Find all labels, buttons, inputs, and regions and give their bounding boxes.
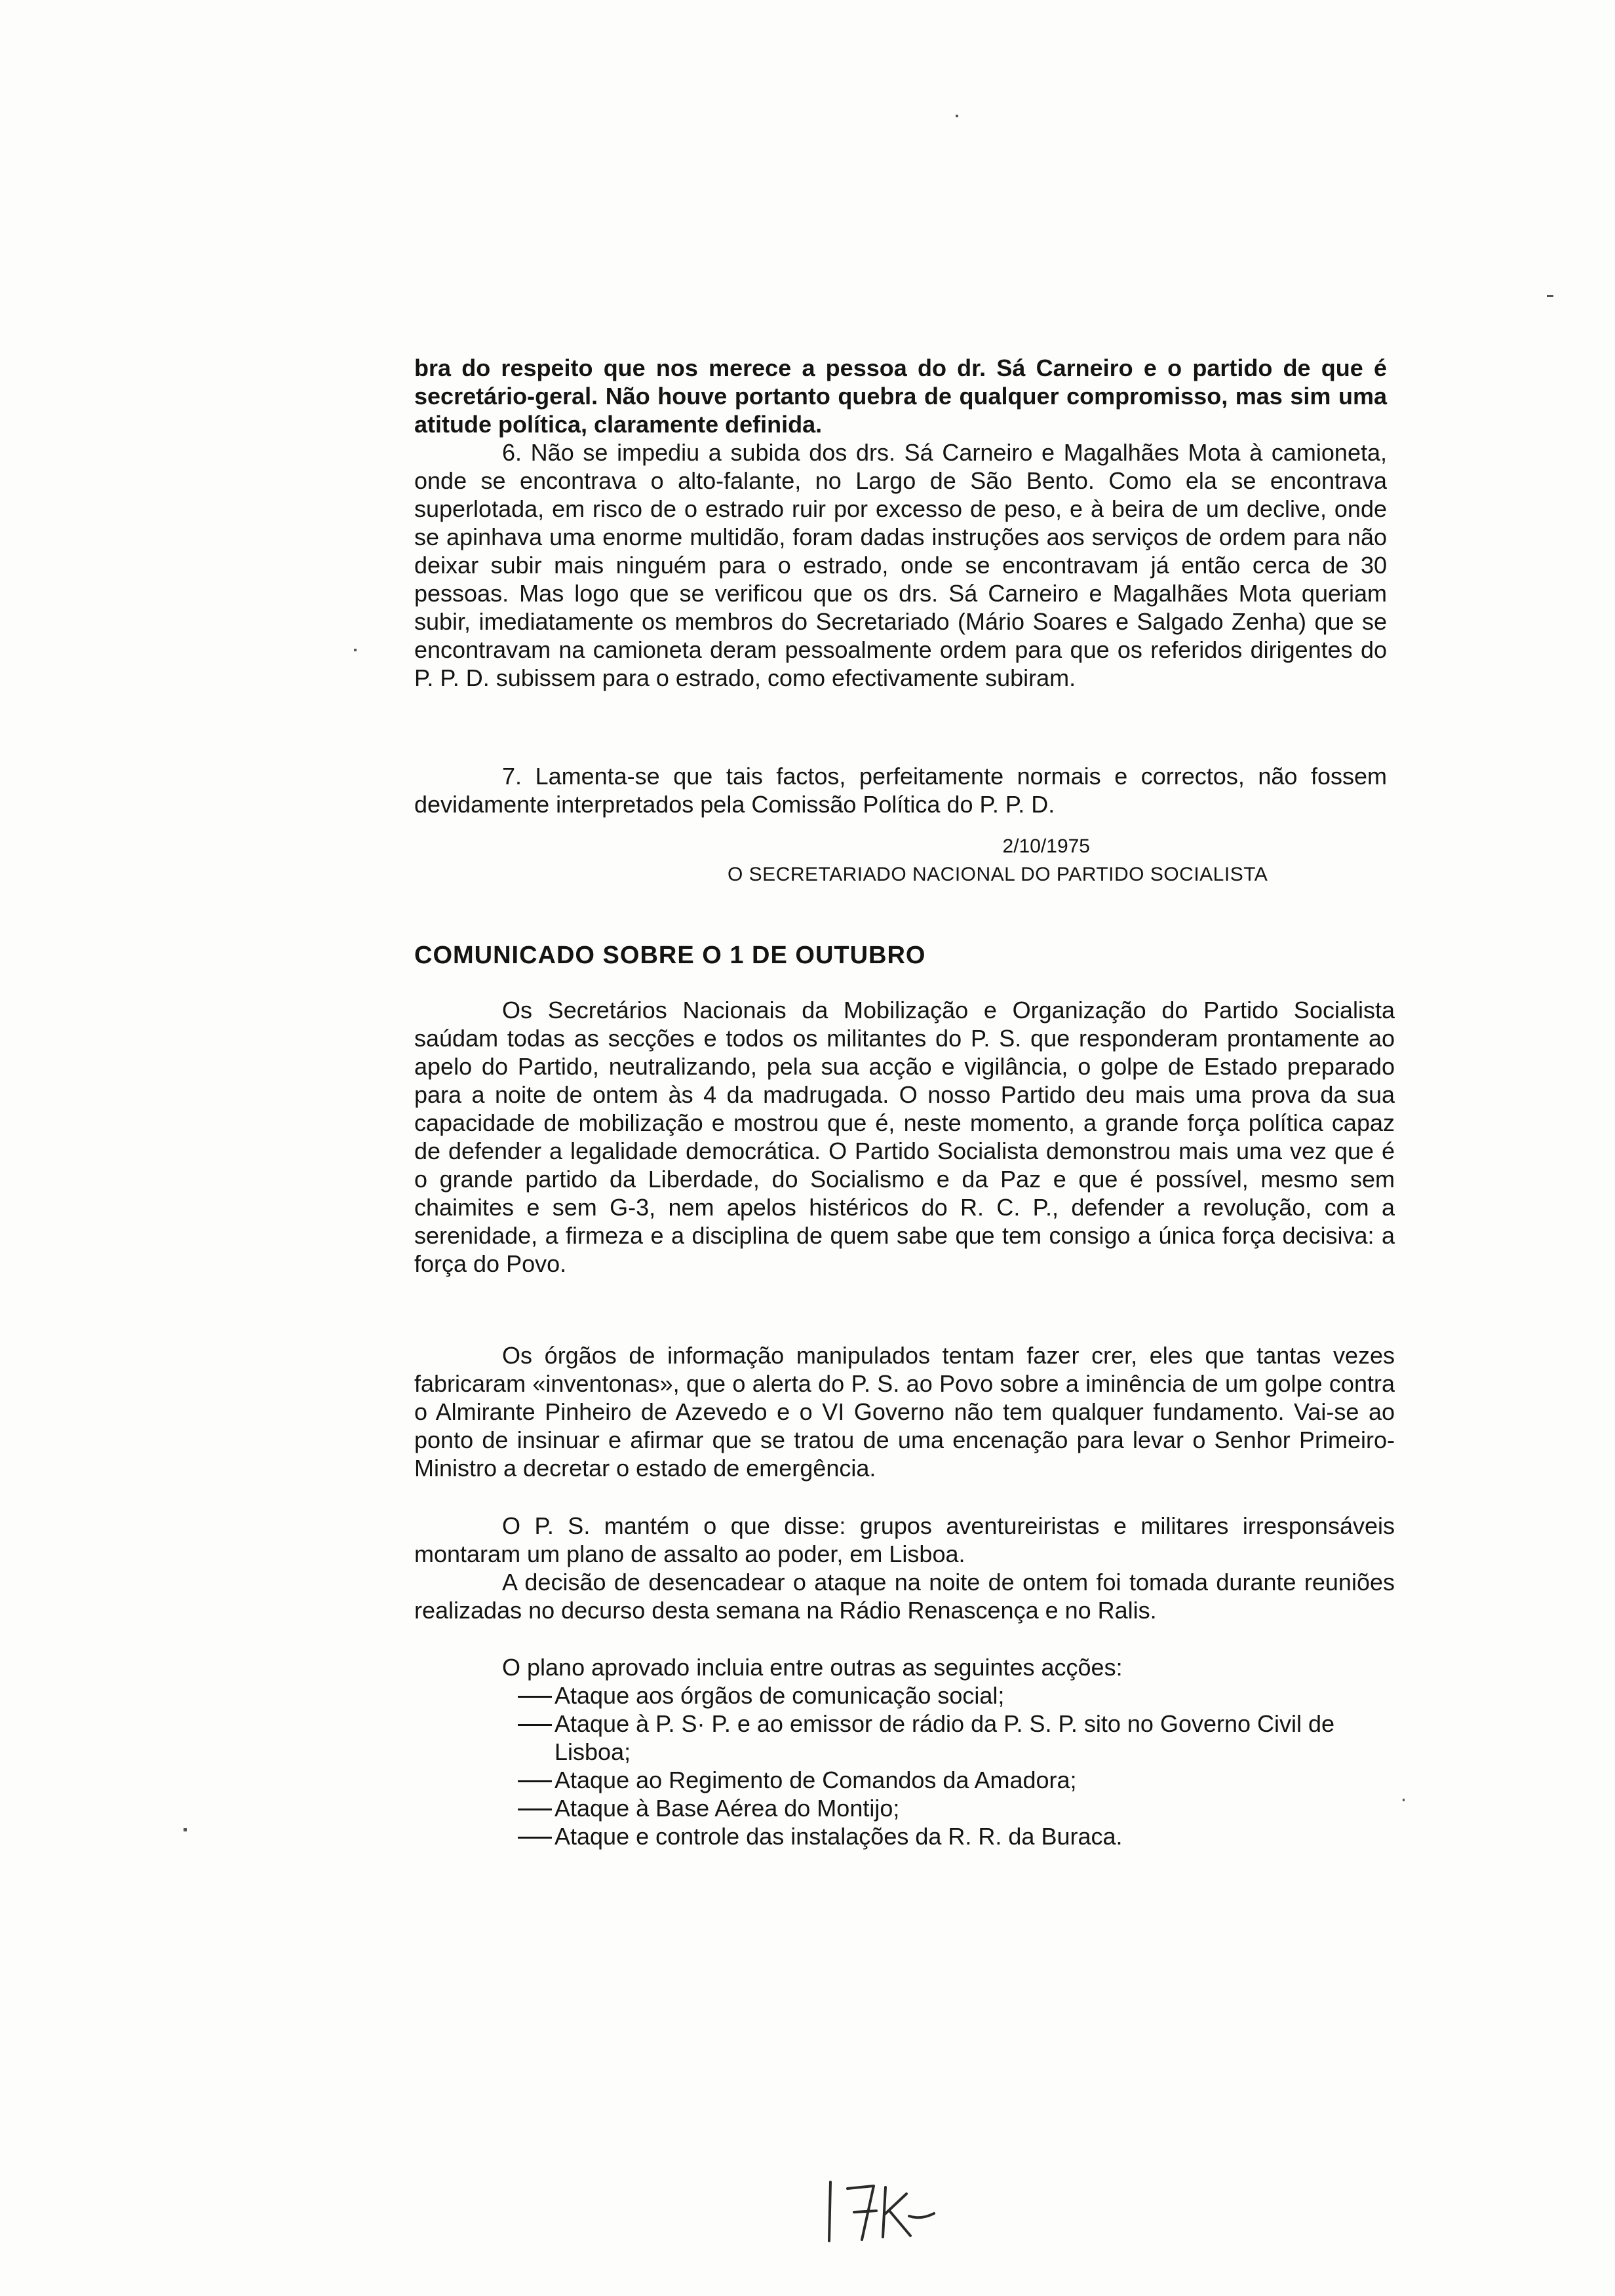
continuation-paragraph: bra do respeito que nos merece a pessoa do dr. Sá Carneiro e o partido de que é secretário-geral. Não houve portanto quebra de qualquer compromisso, mas sim uma atitude política, claramente definida. xyxy=(414,354,1387,438)
handwritten-page-number xyxy=(823,2174,973,2246)
item-7-paragraph: 7. Lamenta-se que tais factos, perfeitamente normais e correctos, não fossem devidamente interpretados pela Comissão Política do P. P. D. xyxy=(414,763,1387,818)
scan-speck xyxy=(1547,295,1553,297)
scan-speck xyxy=(956,115,958,117)
scan-speck xyxy=(184,1828,187,1831)
scan-speck xyxy=(1403,1799,1405,1801)
communique-paragraph-2: Os órgãos de informação manipulados tentam fazer crer, eles que tantas vezes fabricaram «inventonas», que o alerta do P. S. ao Povo sobre a iminência de um golpe contra o Almirante Pinheiro de Azevedo e o VI Governo não tem qualquer fundamento. Vai-se ao ponto de insinuar e afirmar que se tratou de uma encenação para levar o Senhor Primeiro-Ministro a decretar o estado de emergência. xyxy=(414,1342,1395,1482)
list-item: Ataque e controle das instalações da R. R. da Buraca. xyxy=(555,1823,1123,1850)
list-item: Ataque à P. S· P. e ao emissor de rádio da P. S. P. sito no Governo Civil de Lisboa; xyxy=(555,1710,1335,1765)
communique-paragraph-4: A decisão de desencadear o ataque na noite de ontem foi tomada durante reuniões realizadas no decurso desta semana na Rádio Renascença e no Ralis. xyxy=(414,1569,1395,1624)
actions-list xyxy=(518,1681,1337,1850)
communique-title: COMUNICADO SOBRE O 1 DE OUTUBRO xyxy=(414,942,926,969)
list-item: Ataque ao Regimento de Comandos da Amadora; xyxy=(555,1767,1077,1793)
item-6-paragraph: 6. Não se impediu a subida dos drs. Sá Carneiro e Magalhães Mota à camioneta, onde se encontrava o alto-falante, no Largo de São Bento. Como ela se encontrava superlotada, em risco de o estrado ruir por excesso de peso, e à beira de um declive, onde se apinhava uma enorme multidão, foram dadas instruções aos serviços de ordem para não deixar subir mais ninguém para o estrado, onde se encontravam já então cerca de 30 pessoas. Mas logo que se verificou que os drs. Sá Carneiro e Magalhães Mota queriam subir, imediatamente os membros do Secretariado (Mário Soares e Salgado Zenha) que se encontravam na camioneta deram pessoalmente ordem para que os referidos dirigentes do P. P. D. subissem para o estrado, como efectivamente subiram. xyxy=(414,439,1387,691)
list-item: Ataque à Base Aérea do Montijo; xyxy=(555,1795,900,1822)
communique-paragraph-1: Os Secretários Nacionais da Mobilização e Organização do Partido Socialista saúdam todas as secções e todos os militantes do P. S. que responderam prontamente ao apelo do Partido, neutralizando, pela sua acção e vigilância, o golpe de Estado preparado para a noite de ontem às 4 da madrugada. O nosso Partido deu mais uma prova da sua capacidade de mobilização e mostrou que é, neste momento, a grande força política capaz de defender a legalidade democrática. O Partido Socialista demonstrou mais uma vez que é o grande partido da Liberdade, do Socialismo e da Paz e que é possível, mesmo sem chaimites e sem G-3, nem apelos histéricos do R. C. P., defender a revolução, com a serenidade, a firmeza e a disciplina de quem sabe que tem consigo a única força decisiva: a força do Povo. xyxy=(414,997,1395,1277)
scan-speck xyxy=(354,649,357,651)
signature-date: 2/10/1975 xyxy=(1002,835,1090,857)
list-item: Ataque aos órgãos de comunicação social; xyxy=(555,1682,1005,1709)
communique-paragraph-5: O plano aprovado incluia entre outras as seguintes acções: xyxy=(502,1654,1123,1681)
signature-organization: O SECRETARIADO NACIONAL DO PARTIDO SOCIALISTA xyxy=(728,864,1268,885)
communique-paragraph-3: O P. S. mantém o que disse: grupos aventureiristas e militares irresponsáveis montaram um plano de assalto ao poder, em Lisboa. xyxy=(414,1512,1395,1567)
